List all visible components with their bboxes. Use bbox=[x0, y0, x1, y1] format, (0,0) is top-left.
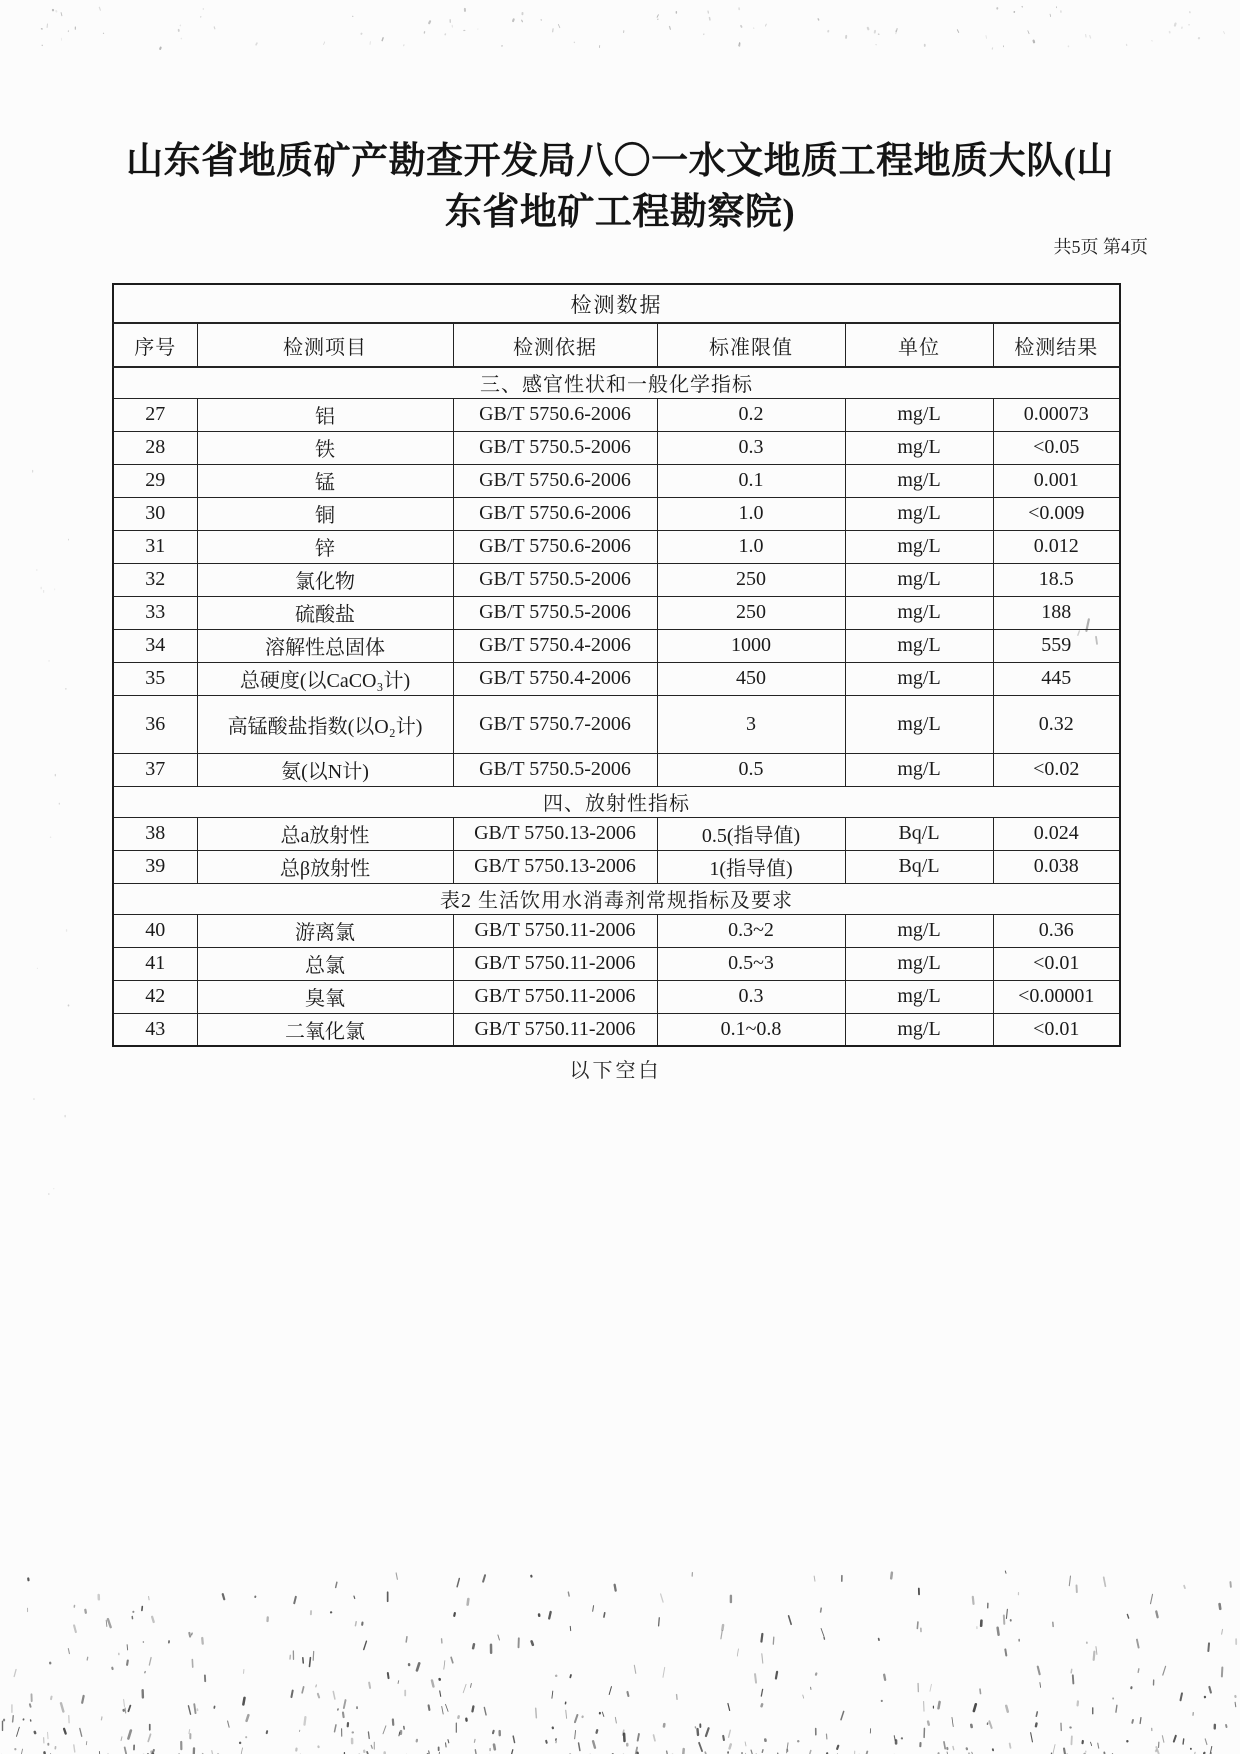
section-header-row bbox=[113, 786, 1120, 817]
row-basis-cell: GB/T 5750.6-2006 bbox=[453, 530, 657, 563]
table-row bbox=[113, 980, 1120, 1013]
row-unit-cell: mg/L bbox=[845, 662, 993, 695]
row-basis-cell: GB/T 5750.4-2006 bbox=[453, 662, 657, 695]
row-item-cell: 锌 bbox=[197, 530, 453, 563]
row-item-cell: 溶解性总固体 bbox=[197, 629, 453, 662]
row-unit-cell: mg/L bbox=[845, 497, 993, 530]
row-result-cell: 0.00073 bbox=[993, 398, 1120, 431]
row-basis-cell: GB/T 5750.4-2006 bbox=[453, 629, 657, 662]
table-row bbox=[113, 464, 1120, 497]
row-limit-cell: 1.0 bbox=[657, 497, 845, 530]
test-results-table bbox=[112, 283, 1121, 1047]
row-basis-cell: GB/T 5750.6-2006 bbox=[453, 464, 657, 497]
row-item-cell: 臭氧 bbox=[197, 980, 453, 1013]
row-result-cell: <0.009 bbox=[993, 497, 1120, 530]
table-caption: 检测数据 bbox=[113, 284, 1120, 323]
row-no-cell: 35 bbox=[113, 662, 197, 695]
section-header-label: 三、感官性状和一般化学指标 bbox=[113, 367, 1120, 398]
column-header-item: 检测项目 bbox=[197, 323, 453, 367]
row-result-cell: 0.36 bbox=[993, 914, 1120, 947]
row-limit-cell: 0.2 bbox=[657, 398, 845, 431]
table-row bbox=[113, 431, 1120, 464]
column-header-limit: 标准限值 bbox=[657, 323, 845, 367]
row-no-cell: 37 bbox=[113, 753, 197, 786]
table-row bbox=[113, 1013, 1120, 1046]
row-unit-cell: mg/L bbox=[845, 980, 993, 1013]
row-result-cell: 445 bbox=[993, 662, 1120, 695]
row-no-cell: 41 bbox=[113, 947, 197, 980]
row-no-cell: 29 bbox=[113, 464, 197, 497]
row-basis-cell: GB/T 5750.13-2006 bbox=[453, 817, 657, 850]
row-result-cell: <0.00001 bbox=[993, 980, 1120, 1013]
table-row bbox=[113, 947, 1120, 980]
row-result-cell: <0.05 bbox=[993, 431, 1120, 464]
row-result-cell: 0.012 bbox=[993, 530, 1120, 563]
row-item-cell: 氨(以N计) bbox=[197, 753, 453, 786]
row-unit-cell: mg/L bbox=[845, 464, 993, 497]
page-number-label: 共5页 第4页 bbox=[1053, 237, 1148, 257]
table-row bbox=[113, 850, 1120, 883]
row-result-cell: 18.5 bbox=[993, 563, 1120, 596]
table-row bbox=[113, 914, 1120, 947]
row-limit-cell: 250 bbox=[657, 596, 845, 629]
row-limit-cell: 0.5~3 bbox=[657, 947, 845, 980]
document-title bbox=[60, 136, 1180, 238]
row-limit-cell: 250 bbox=[657, 563, 845, 596]
row-limit-cell: 0.1~0.8 bbox=[657, 1013, 845, 1046]
row-result-cell: 0.32 bbox=[993, 695, 1120, 753]
row-result-cell: 0.001 bbox=[993, 464, 1120, 497]
table-row bbox=[113, 695, 1120, 753]
row-limit-cell: 0.5 bbox=[657, 753, 845, 786]
section-header-row bbox=[113, 883, 1120, 914]
row-no-cell: 31 bbox=[113, 530, 197, 563]
row-result-cell: 0.038 bbox=[993, 850, 1120, 883]
row-basis-cell: GB/T 5750.6-2006 bbox=[453, 398, 657, 431]
row-result-cell: 559 bbox=[993, 629, 1120, 662]
row-basis-cell: GB/T 5750.11-2006 bbox=[453, 914, 657, 947]
row-limit-cell: 0.5(指导值) bbox=[657, 817, 845, 850]
row-no-cell: 34 bbox=[113, 629, 197, 662]
row-limit-cell: 0.3~2 bbox=[657, 914, 845, 947]
row-no-cell: 27 bbox=[113, 398, 197, 431]
row-limit-cell: 0.1 bbox=[657, 464, 845, 497]
below-blank-note: 以下空白 bbox=[569, 1060, 662, 1082]
row-unit-cell: mg/L bbox=[845, 947, 993, 980]
row-result-cell: <0.01 bbox=[993, 947, 1120, 980]
results-table-body bbox=[113, 367, 1120, 1046]
section-header-label: 表2 生活饮用水消毒剂常规指标及要求 bbox=[113, 883, 1120, 914]
row-item-cell: 总a放射性 bbox=[197, 817, 453, 850]
row-unit-cell: Bq/L bbox=[845, 850, 993, 883]
row-limit-cell: 3 bbox=[657, 695, 845, 753]
row-basis-cell: GB/T 5750.7-2006 bbox=[453, 695, 657, 753]
row-unit-cell: mg/L bbox=[845, 596, 993, 629]
row-item-cell: 高锰酸盐指数(以O₂计) bbox=[197, 695, 453, 753]
row-item-cell: 锰 bbox=[197, 464, 453, 497]
column-header-unit: 单位 bbox=[845, 323, 993, 367]
row-basis-cell: GB/T 5750.13-2006 bbox=[453, 850, 657, 883]
row-item-cell: 铝 bbox=[197, 398, 453, 431]
table-row bbox=[113, 629, 1120, 662]
table-row bbox=[113, 753, 1120, 786]
row-limit-cell: 1(指导值) bbox=[657, 850, 845, 883]
row-item-cell: 硫酸盐 bbox=[197, 596, 453, 629]
row-no-cell: 30 bbox=[113, 497, 197, 530]
row-unit-cell: mg/L bbox=[845, 1013, 993, 1046]
row-no-cell: 33 bbox=[113, 596, 197, 629]
table-row bbox=[113, 530, 1120, 563]
section-header-label: 四、放射性指标 bbox=[113, 786, 1120, 817]
row-unit-cell: mg/L bbox=[845, 753, 993, 786]
table-row bbox=[113, 497, 1120, 530]
table-header-row bbox=[113, 323, 1120, 367]
row-unit-cell: mg/L bbox=[845, 530, 993, 563]
row-result-cell: 188 bbox=[993, 596, 1120, 629]
table-row bbox=[113, 596, 1120, 629]
row-basis-cell: GB/T 5750.5-2006 bbox=[453, 596, 657, 629]
row-item-cell: 总β放射性 bbox=[197, 850, 453, 883]
row-basis-cell: GB/T 5750.5-2006 bbox=[453, 431, 657, 464]
column-header-basis: 检测依据 bbox=[453, 323, 657, 367]
document-title-line-1: 山东省地质矿产勘查开发局八〇一水文地质工程地质大队(山 bbox=[126, 141, 1114, 182]
row-item-cell: 铁 bbox=[197, 431, 453, 464]
row-no-cell: 42 bbox=[113, 980, 197, 1013]
section-header-row bbox=[113, 367, 1120, 398]
table-row bbox=[113, 398, 1120, 431]
row-no-cell: 39 bbox=[113, 850, 197, 883]
row-basis-cell: GB/T 5750.11-2006 bbox=[453, 1013, 657, 1046]
table-row bbox=[113, 662, 1120, 695]
row-unit-cell: Bq/L bbox=[845, 817, 993, 850]
row-item-cell: 总硬度(以CaCO₃计) bbox=[197, 662, 453, 695]
row-no-cell: 28 bbox=[113, 431, 197, 464]
row-basis-cell: GB/T 5750.11-2006 bbox=[453, 947, 657, 980]
row-unit-cell: mg/L bbox=[845, 431, 993, 464]
row-item-cell: 总氯 bbox=[197, 947, 453, 980]
row-no-cell: 43 bbox=[113, 1013, 197, 1046]
table-row bbox=[113, 817, 1120, 850]
row-item-cell: 游离氯 bbox=[197, 914, 453, 947]
row-basis-cell: GB/T 5750.11-2006 bbox=[453, 980, 657, 1013]
row-limit-cell: 450 bbox=[657, 662, 845, 695]
row-no-cell: 32 bbox=[113, 563, 197, 596]
row-unit-cell: mg/L bbox=[845, 695, 993, 753]
row-result-cell: 0.024 bbox=[993, 817, 1120, 850]
column-header-no: 序号 bbox=[113, 323, 197, 367]
table-row bbox=[113, 563, 1120, 596]
row-limit-cell: 1.0 bbox=[657, 530, 845, 563]
row-unit-cell: mg/L bbox=[845, 398, 993, 431]
row-unit-cell: mg/L bbox=[845, 629, 993, 662]
row-limit-cell: 0.3 bbox=[657, 980, 845, 1013]
row-result-cell: <0.01 bbox=[993, 1013, 1120, 1046]
row-limit-cell: 0.3 bbox=[657, 431, 845, 464]
row-basis-cell: GB/T 5750.6-2006 bbox=[453, 497, 657, 530]
row-result-cell: <0.02 bbox=[993, 753, 1120, 786]
row-basis-cell: GB/T 5750.5-2006 bbox=[453, 753, 657, 786]
row-limit-cell: 1000 bbox=[657, 629, 845, 662]
row-no-cell: 36 bbox=[113, 695, 197, 753]
row-item-cell: 二氧化氯 bbox=[197, 1013, 453, 1046]
document-title-line-2: 东省地矿工程勘察院) bbox=[444, 192, 796, 233]
row-unit-cell: mg/L bbox=[845, 914, 993, 947]
row-no-cell: 38 bbox=[113, 817, 197, 850]
row-no-cell: 40 bbox=[113, 914, 197, 947]
row-unit-cell: mg/L bbox=[845, 563, 993, 596]
row-basis-cell: GB/T 5750.5-2006 bbox=[453, 563, 657, 596]
table-caption-row bbox=[113, 284, 1120, 323]
column-header-result: 检测结果 bbox=[993, 323, 1120, 367]
row-item-cell: 氯化物 bbox=[197, 563, 453, 596]
row-item-cell: 铜 bbox=[197, 497, 453, 530]
